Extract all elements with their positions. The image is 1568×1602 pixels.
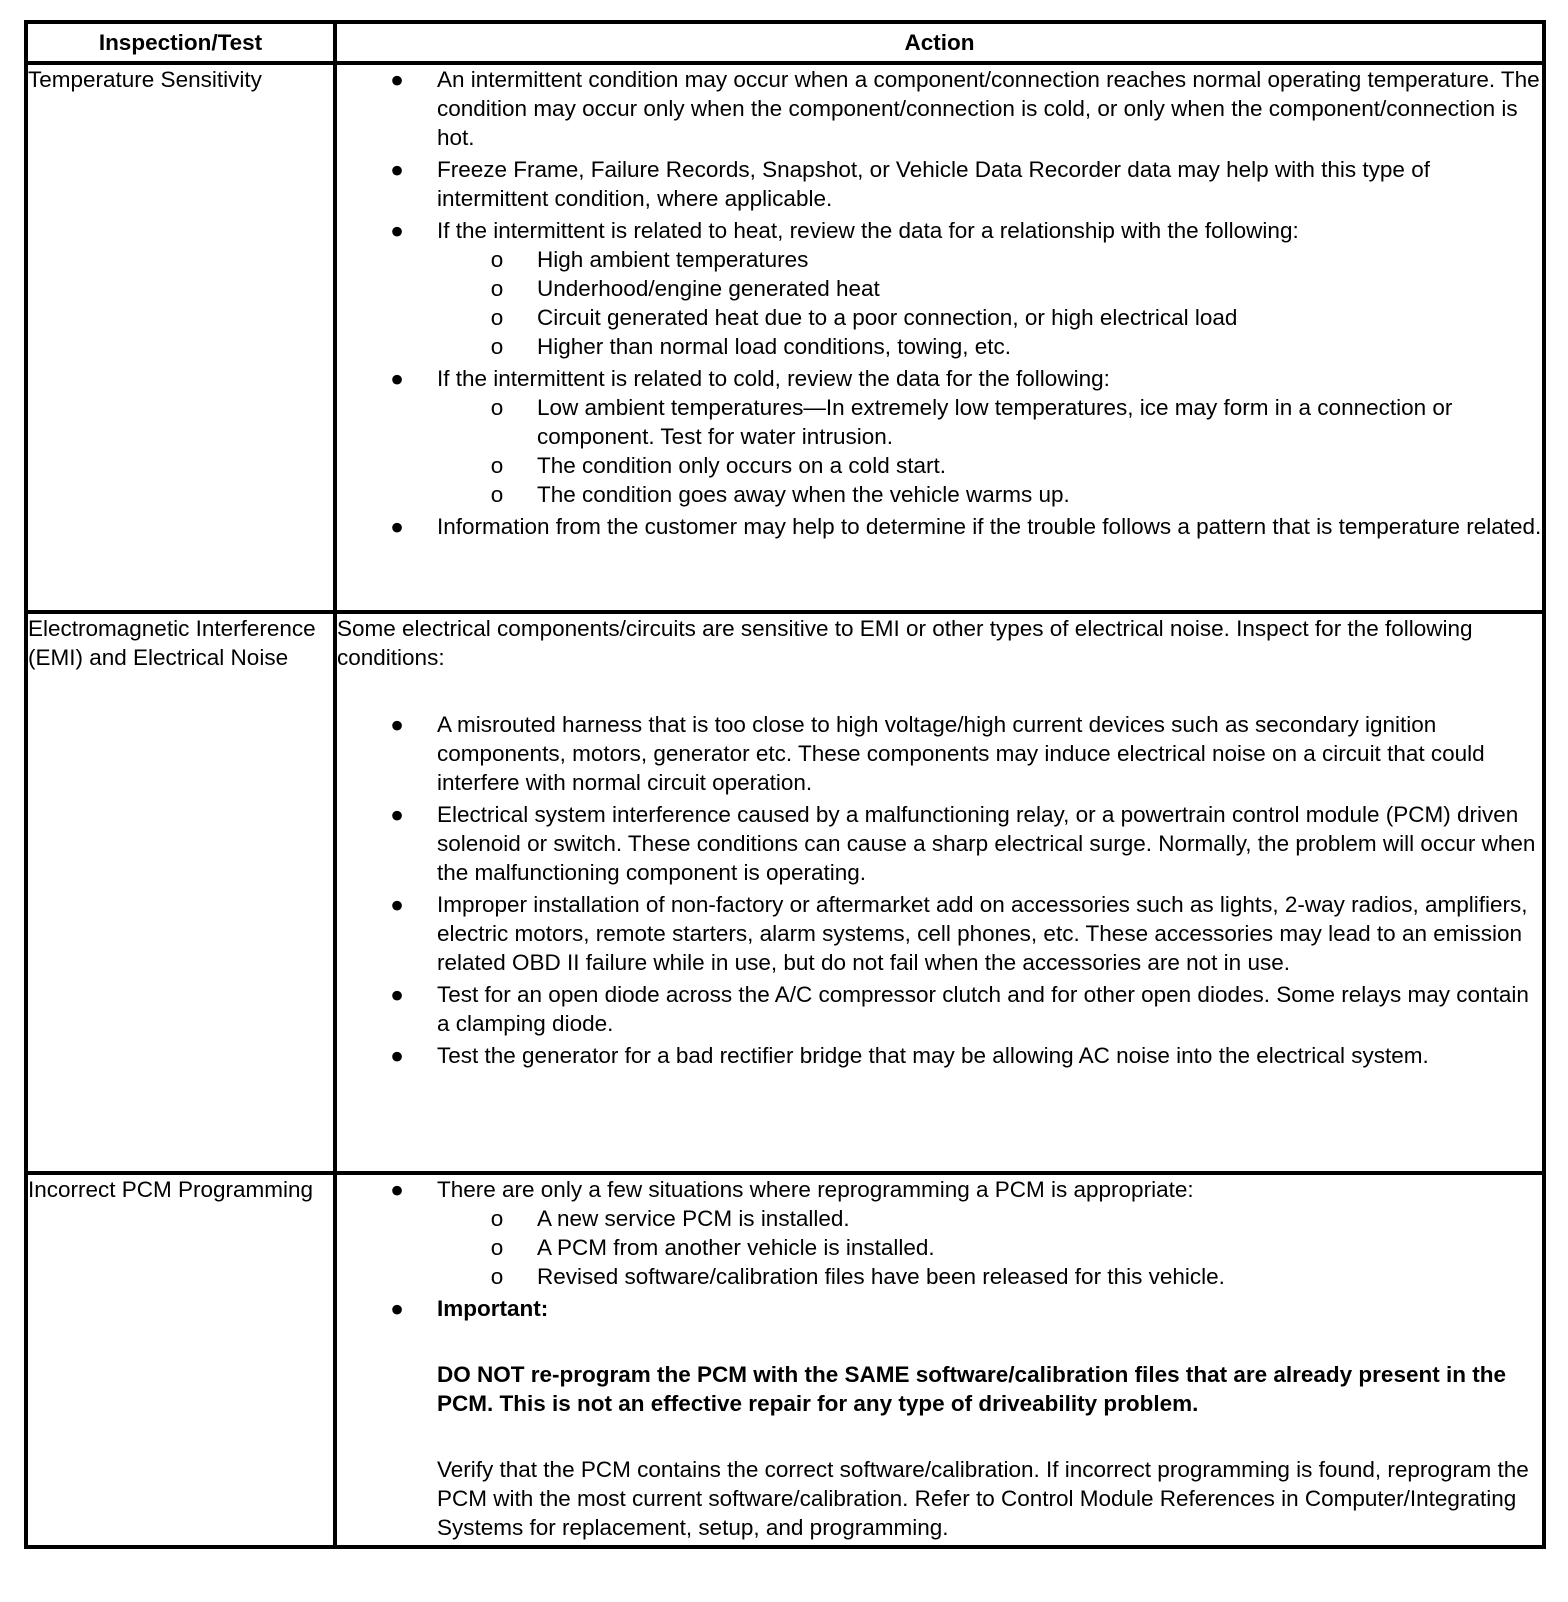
sub-list-item-text: Low ambient temperatures—In extremely low temperatures, ice may form in a connection or component. Test for water intrusion.	[537, 395, 1453, 449]
sub-list-item-text: Revised software/calibration files have been released for this vehicle.	[537, 1264, 1225, 1289]
sub-list-item	[437, 1204, 1542, 1233]
table-row	[26, 63, 1544, 612]
row-label: Electromagnetic Interference (EMI) and Electrical Noise	[26, 612, 335, 1173]
row-intro: Some electrical components/circuits are sensitive to EMI or other types of electrical noise. Inspect for the following conditions:	[337, 616, 1473, 670]
list-item-text: Information from the customer may help to determine if the trouble follows a pattern that is temperature related.	[437, 514, 1542, 539]
row-action	[335, 612, 1544, 1173]
sub-list-item-text: The condition goes away when the vehicle warms up.	[537, 482, 1070, 507]
table-row	[26, 612, 1544, 1173]
sub-list-item	[437, 274, 1542, 303]
list-item-text: Test the generator for a bad rectifier bridge that may be allowing AC noise into the electrical system.	[437, 1043, 1429, 1068]
bullet-icon: ●	[390, 218, 404, 243]
list-item	[337, 364, 1542, 509]
sub-list	[437, 1204, 1542, 1291]
bullet-icon: ●	[390, 157, 404, 182]
sub-list-item-text: A new service PCM is installed.	[537, 1206, 850, 1231]
list-item	[337, 216, 1542, 361]
circle-bullet-icon: o	[490, 1206, 504, 1231]
bullet-icon: ●	[390, 1296, 404, 1321]
list-item-text: Test for an open diode across the A/C compressor clutch and for other open diodes. Some relays may contain a clamping diode.	[437, 982, 1529, 1036]
important-label: Important:	[437, 1296, 549, 1321]
inspection-table	[24, 20, 1546, 1549]
sub-list-item	[437, 245, 1542, 274]
list-item-text: An intermittent condition may occur when a component/connection reaches normal operating temperature. The condition may occur only when the component/connection is cold, or only when the component/connection is hot.	[437, 67, 1540, 150]
bullet-icon: ●	[390, 802, 404, 827]
circle-bullet-icon: o	[490, 395, 504, 420]
sub-list-item-text: Underhood/engine generated heat	[537, 276, 880, 301]
list-item	[337, 1175, 1542, 1291]
row-action	[335, 63, 1544, 612]
list-item-text: If the intermittent is related to cold, review the data for the following:	[437, 366, 1110, 391]
circle-bullet-icon: o	[490, 1264, 504, 1289]
bullet-icon: ●	[390, 982, 404, 1007]
header-action: Action	[335, 22, 1544, 63]
bullet-icon: ●	[390, 366, 404, 391]
header-row	[26, 22, 1544, 63]
bullet-icon: ●	[390, 1177, 404, 1202]
circle-bullet-icon: o	[490, 276, 504, 301]
sub-list-item	[437, 1262, 1542, 1291]
circle-bullet-icon: o	[490, 453, 504, 478]
list-item	[337, 65, 1542, 152]
bullet-list	[337, 1175, 1542, 1542]
list-item	[337, 1294, 1542, 1542]
bullet-list	[337, 65, 1542, 541]
bullet-list	[337, 710, 1542, 1070]
list-item-text: Electrical system interference caused by a malfunctioning relay, or a powertrain control module (PCM) driven solenoid or switch. These conditions can cause a sharp electrical surge. Normally, the problem will occur when the malfunctioning component is operating.	[437, 802, 1536, 885]
list-item	[337, 710, 1542, 797]
list-item-text: There are only a few situations where reprogramming a PCM is appropriate:	[437, 1177, 1194, 1202]
sub-list	[437, 245, 1542, 361]
circle-bullet-icon: o	[490, 1235, 504, 1260]
table-row	[26, 1173, 1544, 1547]
list-item	[337, 512, 1542, 541]
row-action	[335, 1173, 1544, 1547]
list-item-text: Improper installation of non-factory or aftermarket add on accessories such as lights, 2-way radios, amplifiers, electric motors, remote starters, alarm systems, cell phones, etc. These accessories may lead to an emission related OBD II failure while in use, but do not fail when the accessories are not in use.	[437, 892, 1528, 975]
list-item-text: If the intermittent is related to heat, review the data for a relationship with the following:	[437, 218, 1299, 243]
circle-bullet-icon: o	[490, 334, 504, 359]
sub-list-item	[437, 393, 1542, 451]
list-item	[337, 1041, 1542, 1070]
sub-list-item	[437, 1233, 1542, 1262]
circle-bullet-icon: o	[490, 247, 504, 272]
bullet-icon: ●	[390, 514, 404, 539]
sub-list-item-text: High ambient temperatures	[537, 247, 809, 272]
important-note: DO NOT re-program the PCM with the SAME software/calibration files that are already present in the PCM. This is not an effective repair for any type of driveability problem.	[437, 1362, 1506, 1416]
list-item	[337, 155, 1542, 213]
sub-list-item-text: The condition only occurs on a cold start.	[537, 453, 946, 478]
circle-bullet-icon: o	[490, 305, 504, 330]
sub-list-item	[437, 451, 1542, 480]
sub-list-item	[437, 332, 1542, 361]
bullet-icon: ●	[390, 67, 404, 92]
list-item	[337, 800, 1542, 887]
sub-list-item-text: Circuit generated heat due to a poor connection, or high electrical load	[537, 305, 1238, 330]
sub-list-item-text: Higher than normal load conditions, towing, etc.	[537, 334, 1012, 359]
sub-list-item-text: A PCM from another vehicle is installed.	[537, 1235, 935, 1260]
sub-list-item	[437, 303, 1542, 332]
bullet-icon: ●	[390, 892, 404, 917]
list-item-text: A misrouted harness that is too close to high voltage/high current devices such as secondary ignition components, motors, generator etc. These components may induce electrical noise on a circuit that could interfere with normal circuit operation.	[437, 712, 1485, 795]
bullet-icon: ●	[390, 1043, 404, 1068]
header-inspection-test: Inspection/Test	[26, 22, 335, 63]
sub-list-item	[437, 480, 1542, 509]
sub-list	[437, 393, 1542, 509]
circle-bullet-icon: o	[490, 482, 504, 507]
verify-instructions: Verify that the PCM contains the correct software/calibration. If incorrect programming is found, reprogram the PCM with the most current software/calibration. Refer to Control Module References in Computer/Integrating Systems for replacement, setup, and programming.	[437, 1457, 1529, 1540]
row-label: Temperature Sensitivity	[26, 63, 335, 612]
list-item	[337, 890, 1542, 977]
row-label: Incorrect PCM Programming	[26, 1173, 335, 1547]
list-item	[337, 980, 1542, 1038]
list-item-text: Freeze Frame, Failure Records, Snapshot, or Vehicle Data Recorder data may help with this type of intermittent condition, where applicable.	[437, 157, 1430, 211]
bullet-icon: ●	[390, 712, 404, 737]
